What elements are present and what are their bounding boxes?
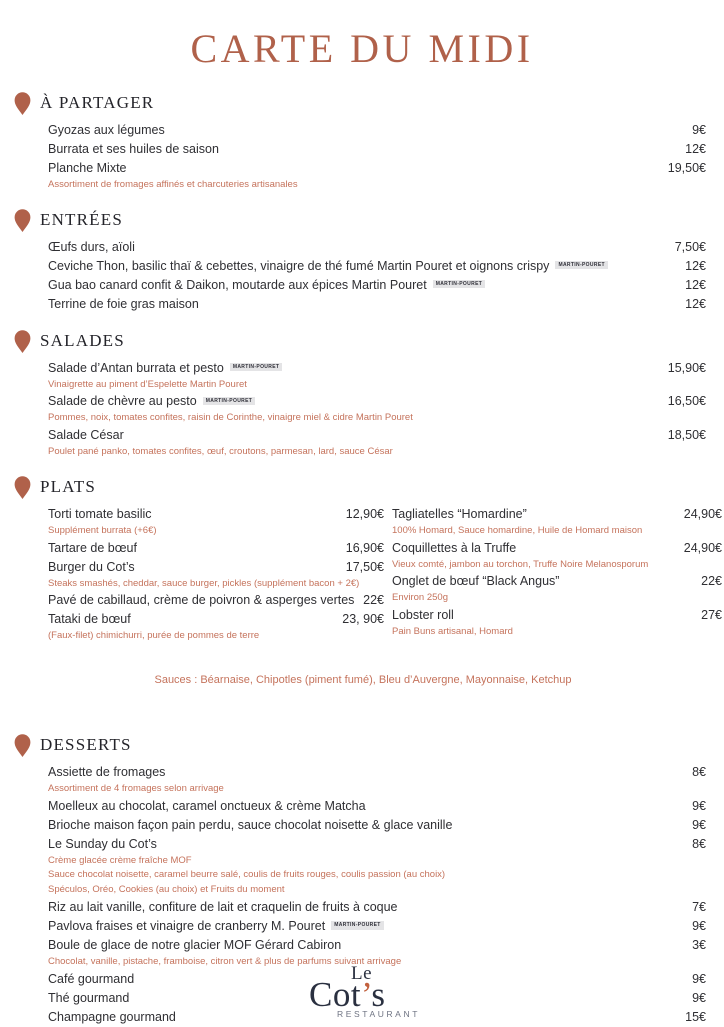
martin-pouret-badge: MARTIN-POURET (433, 280, 486, 289)
menu-item-name-wrap (48, 816, 452, 835)
menu-item-price: 22€ (363, 593, 384, 608)
menu-item-name-wrap (48, 392, 255, 411)
logo-name-after: s (371, 975, 386, 1014)
menu-item-description: Assortiment de fromages affinés et charcuteries artisanales (48, 179, 298, 190)
logo-le-text: Le (351, 963, 373, 984)
section-header-a-partager (14, 90, 712, 116)
restaurant-logo (0, 964, 724, 1022)
logo-name-before: Cot (309, 975, 362, 1014)
menu-item-description: Environ 250g (392, 592, 448, 604)
menu-section-plats (0, 474, 724, 686)
menu-item-price: 3€ (692, 937, 706, 952)
menu-item-description: Supplément burrata (+6€) (48, 524, 157, 536)
menu-item-name-wrap (392, 606, 454, 625)
menu-item-price: 12,90€ (345, 506, 384, 521)
section-title: SALADES (40, 330, 125, 350)
column-plats-right (392, 505, 722, 644)
menu-item-row (392, 539, 722, 558)
menu-item-price: 12€ (685, 277, 706, 292)
menu-item-price: 22€ (701, 574, 722, 589)
menu-item-row (48, 591, 384, 610)
menu-item-row (48, 797, 706, 816)
menu-item-name-wrap (392, 539, 516, 558)
menu-item-row (48, 159, 706, 178)
menu-item-price: 15€ (685, 1009, 706, 1024)
menu-item-name: Onglet de bœuf “Black Angus” (392, 574, 560, 589)
page-title: CARTE DU MIDI (190, 26, 534, 71)
menu-item-name-wrap (48, 797, 366, 816)
menu-item-description: Crème glacée crème fraîche MOF (48, 854, 192, 866)
menu-item-price: 24,90€ (683, 540, 722, 555)
section-title: DESSERTS (40, 735, 132, 755)
menu-item-name: Ceviche Thon, basilic thaï & cebettes, vinaigre de thé fumé Martin Pouret et oignons crispy (48, 258, 550, 273)
menu-item-name: Le Sunday du Cot’s (48, 836, 157, 851)
menu-item-price: 9€ (692, 918, 706, 933)
section-header-plats (14, 474, 712, 500)
menu-item-name: Salade d’Antan burrata et pesto (48, 360, 224, 375)
menu-item-name: Brioche maison façon pain perdu, sauce chocolat noisette & glace vanille (48, 817, 453, 832)
menu-item-name: Tartare de bœuf (48, 540, 137, 555)
menu-item-price: 16,90€ (345, 540, 384, 555)
menu-item-name-wrap (48, 121, 165, 140)
menu-item-description: Chocolat, vanille, pistache, framboise, citron vert & plus de parfums suivant arrivage (48, 955, 402, 967)
desserts-spacer (0, 686, 724, 718)
menu-item-description: Sauce chocolat noisette, caramel beurre salé, coulis de fruits rouges, coulis passion (au choix) (48, 869, 446, 881)
menu-item-row (48, 558, 384, 577)
menu-item-price: 16,50€ (667, 394, 706, 409)
menu-item-name-wrap (48, 917, 384, 936)
menu-item-price: 24,90€ (683, 506, 722, 521)
column-plats-left (48, 505, 384, 644)
menu-item-description: Pain Buns artisanal, Homard (392, 626, 513, 638)
menu-item-name: Coquillettes à la Truffe (392, 540, 517, 555)
menu-item-price: 9€ (692, 990, 706, 1005)
menu-item-row (48, 392, 706, 411)
item-list-entrees (14, 238, 712, 314)
menu-section-salades (0, 328, 724, 460)
menu-item-price: 18,50€ (667, 428, 706, 443)
menu-item-row (48, 898, 706, 917)
menu-item-name-wrap (48, 505, 152, 524)
menu-item-row (48, 121, 706, 140)
martin-pouret-badge: MARTIN-POURET (203, 397, 256, 406)
menu-item-description: 100% Homard, Sauce homardine, Huile de Homard maison (392, 524, 643, 536)
section-header-entrees (14, 207, 712, 233)
menu-item-description: Vinaigrette au piment d’Espelette Martin Pouret (48, 378, 247, 390)
menu-item-price: 7,50€ (674, 239, 706, 254)
menu-item-row (48, 917, 706, 936)
menu-item-description: Steaks smashés, cheddar, sauce burger, pickles (supplément bacon + 2€) (48, 577, 360, 589)
menu-item-price: 9€ (692, 123, 706, 137)
menu-item-name: Salade de chèvre au pesto (48, 394, 197, 409)
menu-item-name-wrap (392, 572, 559, 591)
menu-item-name: Champagne gourmand (48, 1009, 176, 1024)
menu-item-name: Moelleux au chocolat, caramel onctueux & crème Matcha (48, 798, 366, 813)
logo-apostrophe-icon: ’ (361, 975, 372, 1014)
menu-item-row (48, 539, 384, 558)
menu-item-name-wrap (48, 610, 131, 629)
menu-item-name: Terrine de foie gras maison (48, 296, 199, 311)
menu-item-name-wrap (48, 238, 135, 257)
menu-item-price: 8€ (692, 836, 706, 851)
menu-item-row (48, 359, 706, 378)
menu-item-name-wrap (48, 159, 127, 178)
menu-item-description: Spéculos, Oréo, Cookies (au choix) et Fruits du moment (48, 884, 285, 896)
menu-item-price: 15,90€ (667, 360, 706, 375)
menu-item-row (392, 606, 722, 625)
section-title: PLATS (40, 476, 97, 496)
menu-item-name: Tagliatelles “Homardine” (392, 506, 527, 521)
section-title: ENTRÉES (40, 209, 124, 229)
menu-item-row (392, 572, 722, 591)
menu-item-price: 23, 90€ (342, 612, 384, 627)
menu-item-price: 19,50€ (667, 161, 706, 175)
menu-item-price: 27€ (701, 608, 722, 623)
menu-item-name-wrap (48, 140, 219, 159)
menu-item-price: 12€ (685, 296, 706, 311)
menu-item-name-wrap (48, 763, 165, 782)
menu-item-name: Planche Mixte (48, 161, 127, 175)
menu-item-description: Vieux comté, jambon au torchon, Truffe Noire Melanosporum (392, 558, 649, 570)
logo-subtitle: RESTAURANT (337, 1009, 420, 1019)
menu-item-name-wrap (48, 359, 282, 378)
menu-item-row (392, 505, 722, 524)
menu-item-row (48, 257, 706, 276)
menu-item-price: 12€ (685, 258, 706, 273)
menu-item-row (48, 276, 706, 295)
menu-item-name: Gua bao canard confit & Daikon, moutarde aux épices Martin Pouret (48, 277, 427, 292)
menu-item-row (48, 610, 384, 629)
menu-item-name: Burger du Cot’s (48, 559, 135, 574)
plats-columns (14, 505, 722, 644)
martin-pouret-badge: MARTIN-POURET (331, 921, 384, 930)
menu-item-name-wrap (48, 835, 157, 854)
logo-lockup (287, 964, 437, 1022)
menu-item-name-wrap (48, 898, 398, 917)
menu-item-name-wrap (48, 295, 199, 314)
menu-sections (0, 90, 724, 1027)
menu-item-row (48, 835, 706, 854)
menu-item-name-wrap (48, 539, 137, 558)
section-title: À PARTAGER (40, 93, 155, 112)
menu-item-name: Œufs durs, aïoli (48, 239, 135, 254)
menu-item-price: 7€ (692, 899, 706, 914)
sauces-footnote: Sauces : Béarnaise, Chipotles (piment fumé), Bleu d’Auvergne, Mayonnaise, Ketchup (154, 674, 572, 687)
menu-item-price: 17,50€ (345, 559, 384, 574)
menu-item-price: 9€ (692, 971, 706, 986)
pin-marker-icon (14, 208, 31, 232)
menu-item-name-wrap (48, 257, 608, 276)
section-header-salades (14, 328, 712, 354)
menu-item-row (48, 426, 706, 445)
menu-item-description: Pommes, noix, tomates confites, raisin de Corinthe, vinaigre miel & cidre Martin Pouret (48, 412, 413, 424)
menu-item-name: Café gourmand (48, 971, 135, 986)
menu-item-row (48, 763, 706, 782)
menu-item-description: (Faux-filet) chimichurri, purée de pommes de terre (48, 630, 260, 642)
menu-item-name-wrap (392, 505, 527, 524)
menu-item-description: Assortiment de 4 fromages selon arrivage (48, 783, 224, 795)
section-header-desserts (14, 732, 712, 758)
pin-marker-icon (14, 329, 31, 353)
menu-item-name: Thé gourmand (48, 990, 130, 1005)
menu-item-price: 8€ (692, 765, 706, 780)
martin-pouret-badge: MARTIN-POURET (555, 261, 608, 270)
item-list-salades (14, 359, 712, 460)
menu-item-row (48, 140, 706, 159)
menu-item-name: Lobster roll (392, 608, 454, 623)
menu-item-name: Tataki de bœuf (48, 612, 131, 627)
menu-item-name: Pavlova fraises et vinaigre de cranberry M. Pouret (48, 918, 326, 933)
menu-item-row (48, 238, 706, 257)
menu-item-name: Boule de glace de notre glacier MOF Gérard Cabiron (48, 937, 342, 952)
menu-item-row (48, 936, 706, 955)
martin-pouret-badge: MARTIN-POURET (230, 363, 283, 372)
menu-item-name-wrap (48, 426, 124, 445)
menu-item-price: 9€ (692, 817, 706, 832)
menu-item-description: Poulet pané panko, tomates confites, œuf, croutons, parmesan, lard, sauce César (48, 446, 393, 458)
menu-item-price: 9€ (692, 798, 706, 813)
menu-section-a-partager (0, 90, 724, 193)
pin-marker-icon (14, 733, 31, 757)
menu-item-row (48, 816, 706, 835)
menu-item-row (48, 505, 384, 524)
menu-item-name-wrap (48, 591, 354, 610)
menu-item-name-wrap (48, 936, 341, 955)
menu-item-name: Salade César (48, 428, 124, 443)
menu-item-name: Burrata et ses huiles de saison (48, 142, 219, 156)
menu-item-name: Riz au lait vanille, confiture de lait et craquelin de fruits à coque (48, 899, 398, 914)
menu-item-name: Assiette de fromages (48, 765, 166, 780)
menu-item-name-wrap (48, 558, 135, 577)
pin-marker-icon (14, 91, 31, 115)
menu-item-row (48, 295, 706, 314)
menu-item-name: Torti tomate basilic (48, 506, 152, 521)
menu-item-name: Gyozas aux légumes (48, 123, 165, 137)
menu-section-entrees (0, 207, 724, 314)
menu-item-price: 12€ (685, 142, 706, 156)
menu-item-name: Pavé de cabillaud, crème de poivron & asperges vertes (48, 593, 355, 608)
pin-marker-icon (14, 475, 31, 499)
item-list-a-partager (14, 121, 712, 193)
menu-item-name-wrap (48, 276, 485, 295)
